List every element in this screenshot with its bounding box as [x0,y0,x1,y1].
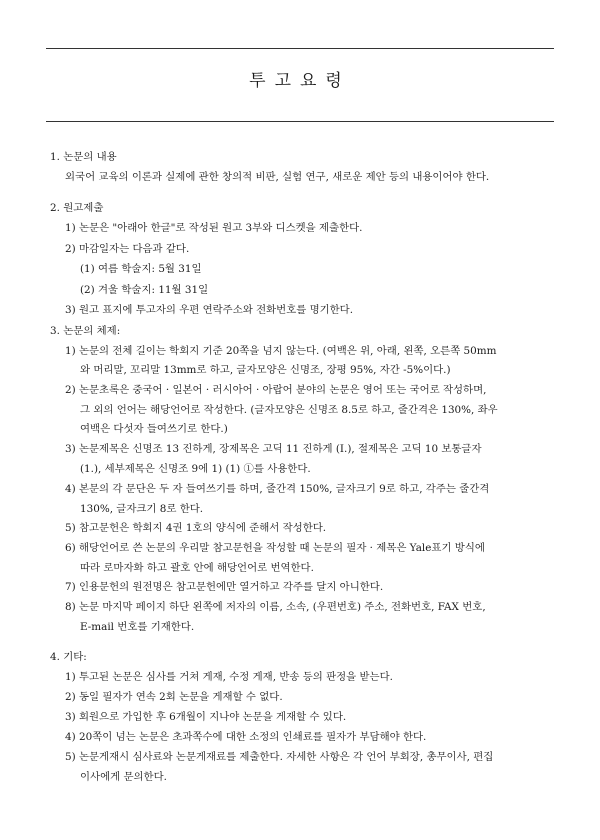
section-3-item: 6) 해당언어로 쓴 논문의 우리말 참고문헌을 작성할 때 논문의 필자 · 제목은 Yale표기 방식에 [65,542,485,554]
section-3-item-cont: (1.), 세부제목은 신명조 9에 1) (1) ①를 사용한다. [80,463,311,475]
section-3-item: 1) 논문의 전체 길이는 학회지 기준 20쪽을 넘지 않는다. (여백은 위, 아래, 왼쪽, 오른쪽 50mm [65,345,497,357]
section-4-item: 3) 회원으로 가입한 후 6개월이 지나야 논문을 게재할 수 있다. [65,711,347,723]
section-3-item: 2) 논문초록은 중국어 · 일본어 · 러시아어 · 아랍어 분야의 논문은 영어 또는 국어로 작성하며, [65,384,487,396]
section-3-item: 5) 참고문헌은 학회지 4권 1호의 양식에 준해서 작성한다. [65,522,327,534]
section-4-item: 1) 투고된 논문은 심사를 거쳐 게재, 수정 게재, 반송 등의 판정을 받는다. [65,671,393,683]
section-4-item: 2) 동일 필자가 연속 2회 논문을 게재할 수 없다. [65,691,283,703]
section-3-item: 7) 인용문헌의 원전명은 참고문헌에만 열거하고 각주를 달지 아니한다. [65,581,384,593]
section-3-item: 4) 본문의 각 문단은 두 자 들여쓰기를 하며, 줄간격 150%, 글자크기 9로 하고, 각주는 줄간격 [65,483,490,495]
section-3-item: 3) 논문제목은 신명조 13 진하게, 장제목은 고딕 11 진하게 (I.), 절제목은 고딕 10 보통글자 [65,443,482,455]
section-2-item: 2) 마감일자는 다음과 같다. [65,243,190,255]
section-3-item: 8) 논문 마지막 페이지 하단 왼쪽에 저자의 이름, 소속, (우편번호) 주소, 전화번호, FAX 번호, [65,601,486,613]
section-3-item-cont: 여백은 다섯자 들여쓰기로 한다.) [80,423,228,435]
page-title: 투고요령 [249,71,351,91]
section-2-heading: 2. 원고제출 [50,202,104,214]
section-2-subitem: (2) 겨울 학술지: 11월 31일 [80,284,209,296]
section-3-heading: 3. 논문의 체제: [50,325,121,337]
section-1-heading: 1. 논문의 내용 [50,151,117,163]
section-3-item-cont: 따라 로마자화 하고 괄호 안에 해당언어로 번역한다. [80,562,314,574]
section-3-item-cont: E-mail 번호를 기재한다. [80,621,195,633]
section-3-item-cont: 그 외의 언어는 해당언어로 작성한다. (글자모양은 신명조 8.5로 하고, 줄간격은 130%, 좌우 [80,404,498,416]
section-1-text: 외국어 교육의 이론과 실제에 관한 창의적 비판, 실험 연구, 새로운 제안 등의 내용이어야 한다. [65,171,490,183]
section-2-subitem: (1) 여름 학술지: 5월 31일 [80,263,202,275]
section-2-item: 1) 논문은 "아래아 한글"로 작성된 원고 3부와 디스켓을 제출한다. [65,222,363,234]
section-4-item-cont: 이사에게 문의한다. [80,771,167,783]
top-rule [46,48,554,49]
section-4-item: 4) 20쪽이 넘는 논문은 초과쪽수에 대한 소정의 인쇄료를 필자가 부담해야 한다. [65,731,427,743]
section-3-item-cont: 130%, 글자크기 8로 한다. [80,503,204,515]
section-2-item: 3) 원고 표지에 투고자의 우편 연락주소와 전화번호를 명기한다. [65,304,354,316]
section-3-item-cont: 와 머리말, 꼬리말 13mm로 하고, 글자모양은 신명조, 장평 95%, 자간 -5%이다.) [80,364,451,376]
section-4-heading: 4. 기타: [50,651,87,663]
section-4-item: 5) 논문게재시 심사료와 논문게재료를 제출한다. 자세한 사항은 각 언어 부회장, 총무이사, 편집 [65,751,494,763]
bottom-rule [46,121,554,122]
